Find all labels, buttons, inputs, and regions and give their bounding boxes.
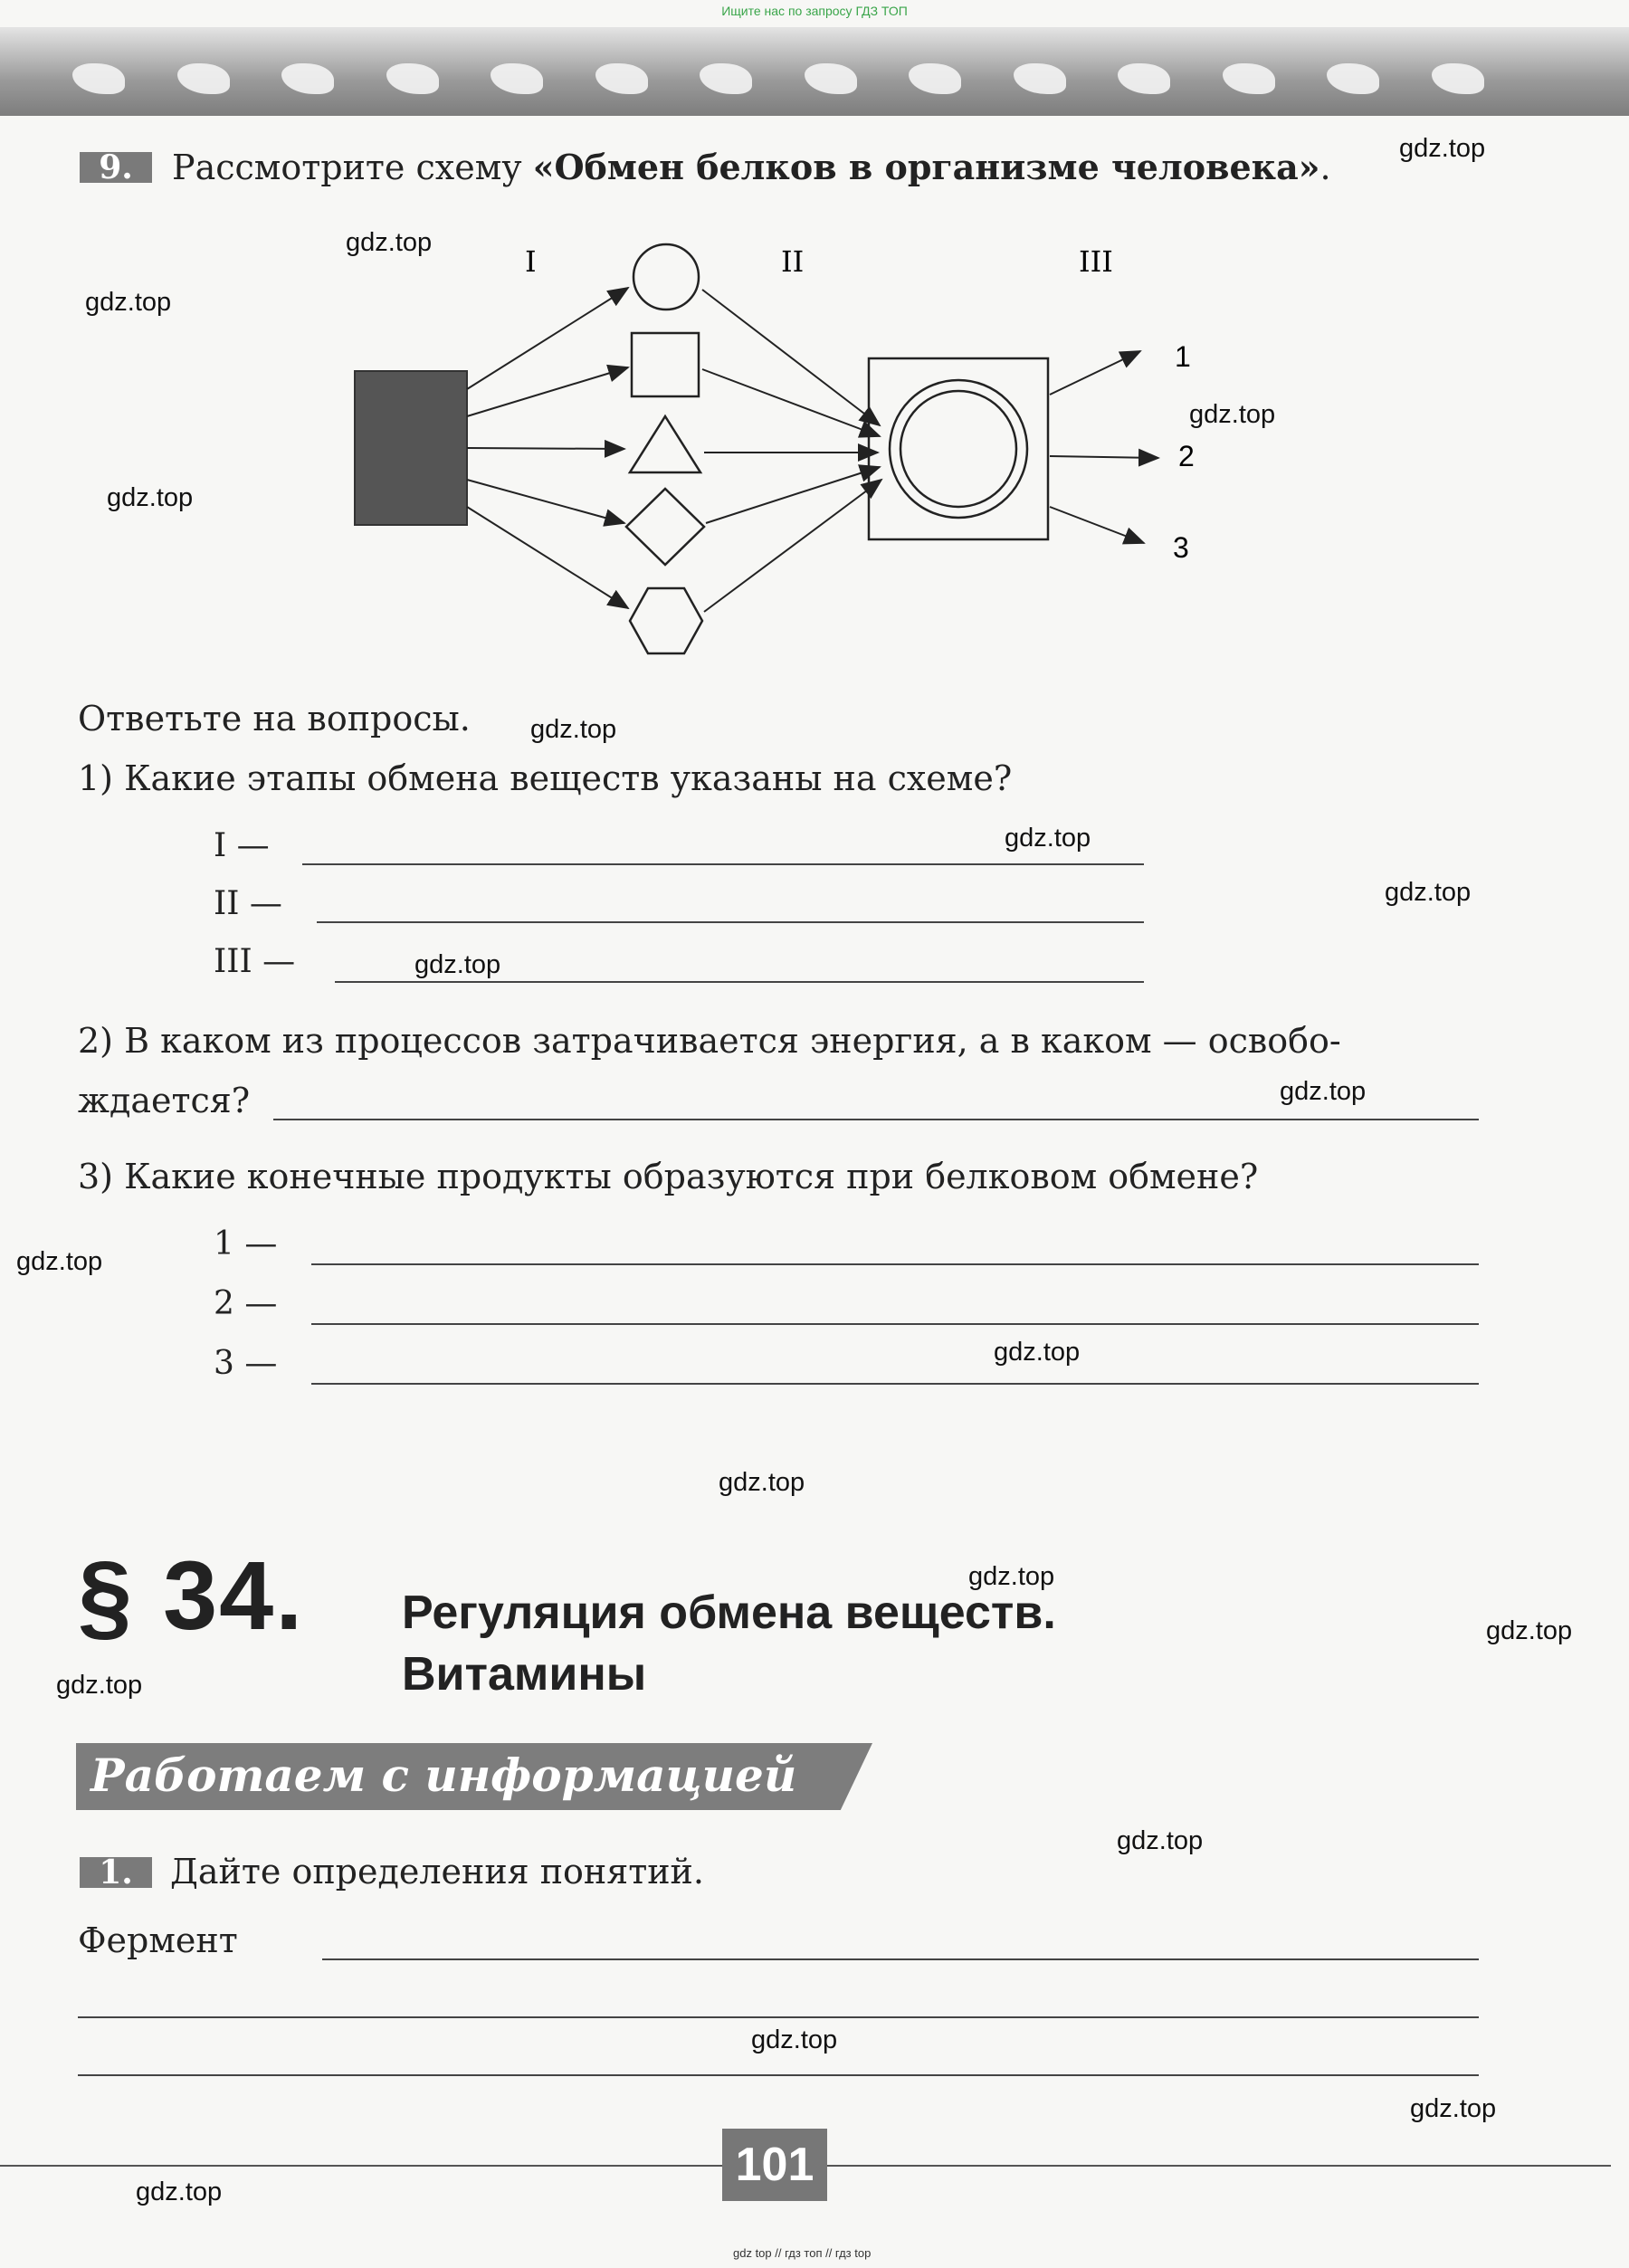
q1-label-I: I — xyxy=(214,827,270,864)
answer-line-q3-1[interactable] xyxy=(311,1263,1479,1265)
horse-icon xyxy=(386,63,439,94)
question-2-line-1: 2) В каком из процессов затрачивается энергия, а в каком — освобо- xyxy=(78,1021,1341,1061)
boar-icon xyxy=(805,63,857,94)
bison-icon xyxy=(72,63,125,94)
lizard-icon xyxy=(1327,63,1379,94)
arrows-stage-1 xyxy=(467,288,628,608)
dolphin-icon xyxy=(595,63,648,94)
watermark: gdz.top xyxy=(1280,1077,1367,1106)
term-ferment: Фермент xyxy=(78,1920,238,1960)
bee-icon xyxy=(1014,63,1066,94)
answer-line-ferment-1[interactable] xyxy=(322,1958,1479,1960)
header-banner xyxy=(0,27,1629,116)
q1-label-II: II — xyxy=(214,885,282,922)
answer-line-q1-III[interactable] xyxy=(335,981,1144,983)
answer-line-q2[interactable] xyxy=(273,1119,1479,1120)
diamond-shape xyxy=(626,489,704,565)
animal-icons xyxy=(72,63,1484,94)
product-label-2: 2 xyxy=(1178,440,1195,472)
paragraph-title-line-2: Витамины xyxy=(402,1648,647,1701)
watermark: gdz.top xyxy=(719,1468,805,1497)
answer-line-q1-I[interactable] xyxy=(302,863,1144,865)
watermark: gdz.top xyxy=(968,1562,1055,1591)
beetle-icon xyxy=(700,63,752,94)
watermark: gdz.top xyxy=(414,950,501,979)
square-shape xyxy=(632,333,699,396)
watermark: gdz.top xyxy=(1189,400,1276,429)
triangle-shape xyxy=(630,416,700,472)
product-label-1: 1 xyxy=(1175,340,1191,373)
watermark: gdz.top xyxy=(1399,134,1486,163)
deer-icon xyxy=(1118,63,1170,94)
q1-label-III: III — xyxy=(214,943,296,980)
cat-icon xyxy=(1223,63,1275,94)
bird-icon xyxy=(491,63,543,94)
answer-line-ferment-3[interactable] xyxy=(78,2074,1479,2076)
outer-ring-shape xyxy=(890,380,1027,518)
paragraph-number: § 34. xyxy=(78,1540,305,1650)
section-title: Работаем с информацией xyxy=(90,1749,797,1802)
arrows-stage-3 xyxy=(1050,351,1158,543)
protein-food-block xyxy=(355,371,467,525)
task-9-suffix: . xyxy=(1319,148,1331,187)
watermark: gdz.top xyxy=(1410,2094,1497,2123)
question-1: 1) Какие этапы обмена веществ указаны на схеме? xyxy=(78,758,1013,798)
circle-shape xyxy=(634,244,699,310)
stage-label-I: I xyxy=(525,244,537,279)
inner-ring-shape xyxy=(900,391,1016,507)
watermark: gdz.top xyxy=(530,715,617,744)
hexagon-shape xyxy=(630,588,702,653)
arrows-stage-2 xyxy=(702,290,881,612)
q3-label-1: 1 — xyxy=(214,1225,278,1263)
body-cell-block xyxy=(869,358,1048,539)
answer-line-q3-2[interactable] xyxy=(311,1323,1479,1325)
watermark: gdz.top xyxy=(136,2177,223,2206)
scorpion-icon xyxy=(281,63,334,94)
task-9-title: «Обмен белков в организме человека» xyxy=(532,147,1320,187)
heron-icon xyxy=(909,63,961,94)
bottom-note: gdz top // гдз топ // гдз top xyxy=(733,2246,872,2260)
watermark: gdz.top xyxy=(16,1247,103,1276)
watermark: gdz.top xyxy=(346,228,433,257)
page-number: 101 xyxy=(722,2129,827,2201)
watermark: gdz.top xyxy=(107,483,194,512)
product-label-3: 3 xyxy=(1173,531,1189,564)
moth-icon xyxy=(1432,63,1484,94)
task-9-heading xyxy=(172,147,1331,187)
question-3: 3) Какие конечные продукты образуются при белковом обмене? xyxy=(78,1157,1259,1196)
question-2-line-2: ждается? xyxy=(78,1081,251,1120)
watermark: gdz.top xyxy=(994,1338,1081,1367)
butterfly-icon xyxy=(177,63,230,94)
watermark: gdz.top xyxy=(1117,1826,1204,1855)
q3-label-2: 2 — xyxy=(214,1285,278,1322)
questions-intro: Ответьте на вопросы. xyxy=(78,699,471,739)
top-note: Ищите нас по запросу ГДЗ ТОП xyxy=(721,4,908,18)
task-number-1: 1. xyxy=(80,1857,152,1888)
watermark: gdz.top xyxy=(85,288,172,317)
answer-line-q3-3[interactable] xyxy=(311,1383,1479,1385)
watermark: gdz.top xyxy=(1486,1616,1573,1645)
stage-label-II: II xyxy=(781,244,805,279)
paragraph-title-line-1: Регуляция обмена веществ. xyxy=(402,1587,1056,1639)
watermark: gdz.top xyxy=(1005,824,1091,853)
q3-label-3: 3 — xyxy=(214,1345,278,1382)
watermark: gdz.top xyxy=(56,1671,143,1700)
answer-line-q1-II[interactable] xyxy=(317,921,1144,923)
task-1-text: Дайте определения понятий. xyxy=(170,1852,704,1892)
task-number-9: 9. xyxy=(80,152,152,183)
protein-metabolism-diagram xyxy=(344,235,1213,670)
stage-label-III: III xyxy=(1079,244,1113,279)
watermark: gdz.top xyxy=(1385,878,1472,907)
answer-line-ferment-2[interactable] xyxy=(78,2016,1479,2018)
watermark: gdz.top xyxy=(751,2025,838,2054)
task-9-prefix: Рассмотрите схему xyxy=(172,148,533,187)
